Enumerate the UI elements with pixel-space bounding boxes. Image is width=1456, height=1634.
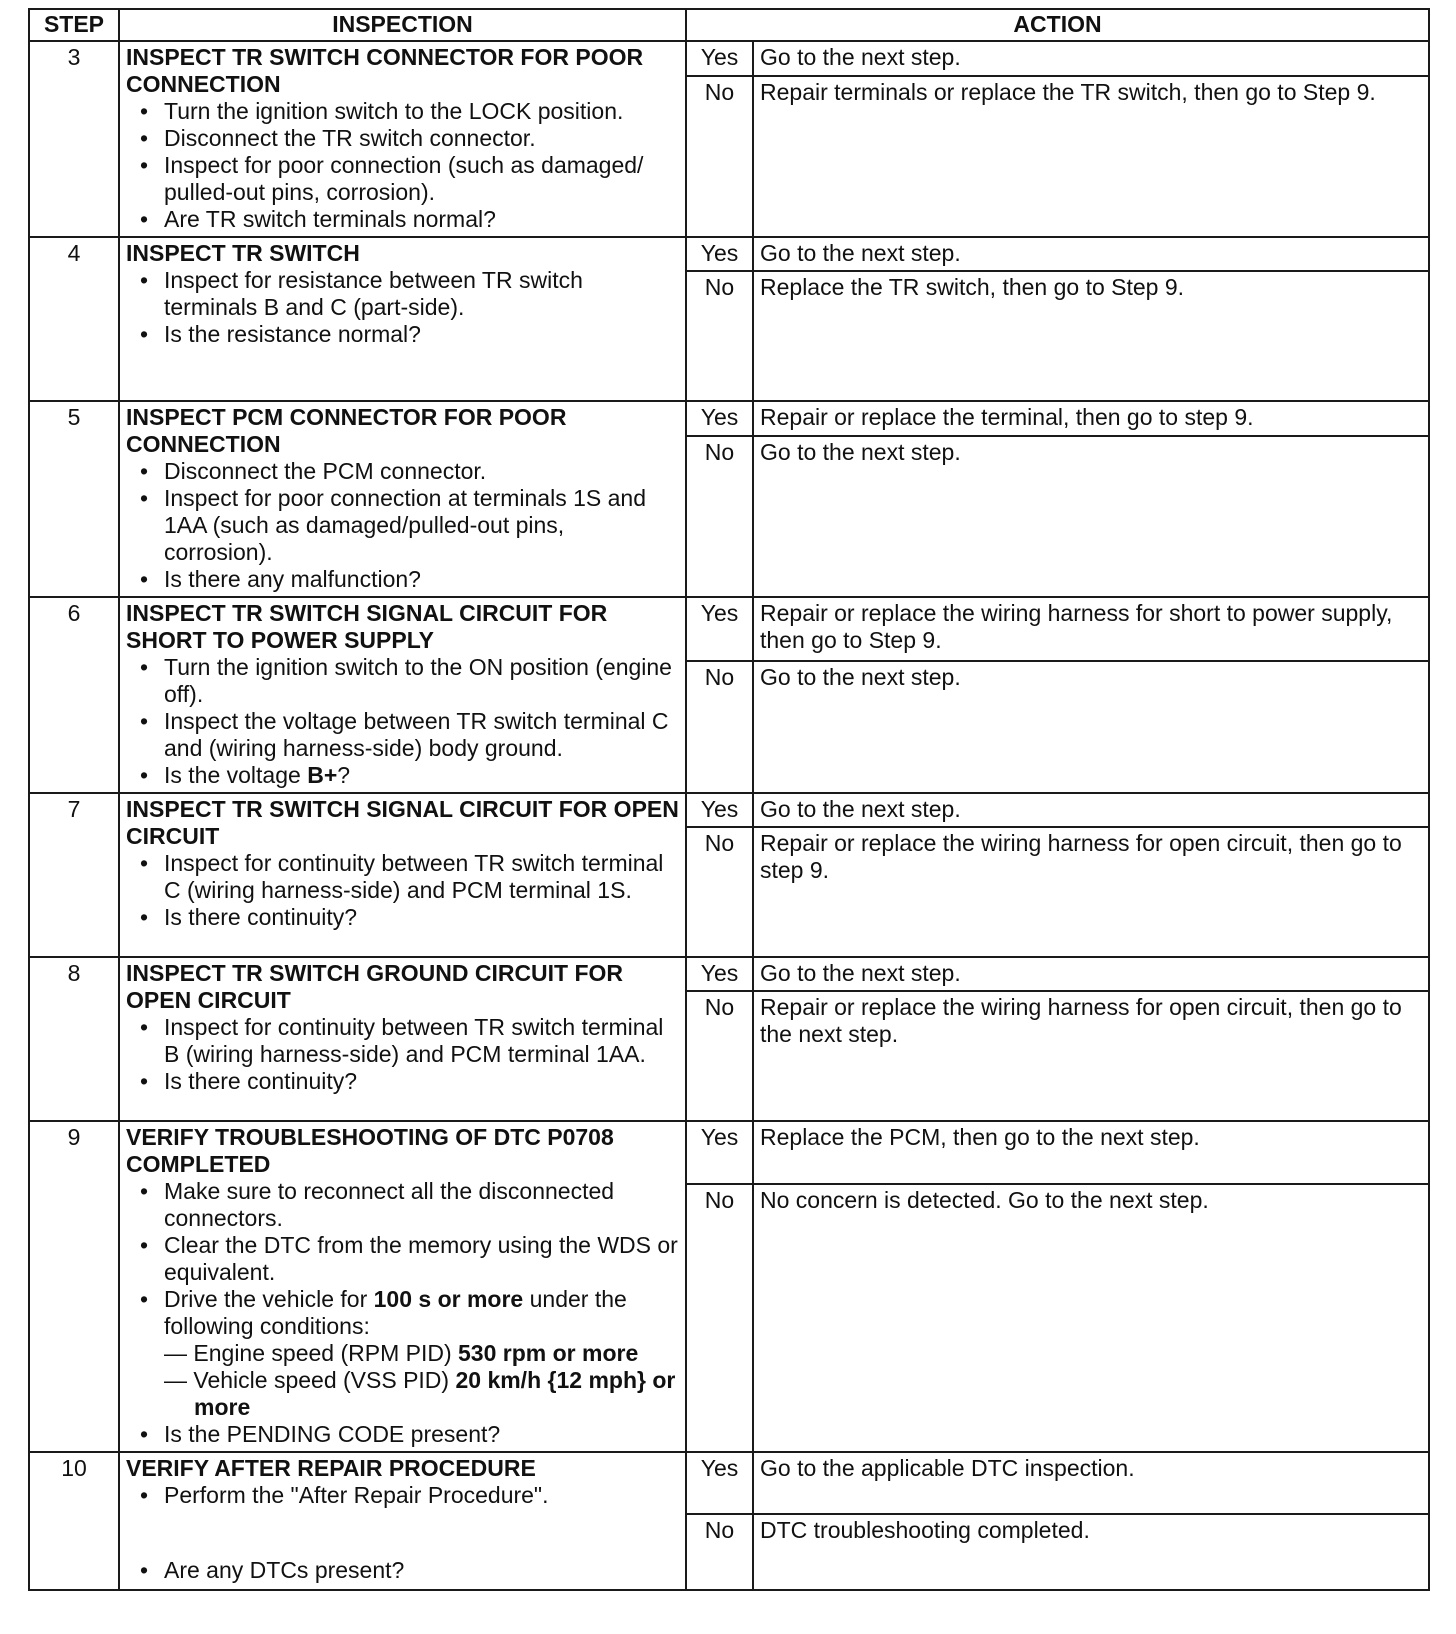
bullet-item: • Is the PENDING CODE present? <box>140 1421 679 1448</box>
inspection-cell <box>119 41 686 237</box>
inspection-cell <box>119 401 686 597</box>
table-row-step-8 <box>29 957 1429 991</box>
inspection-title: VERIFY TROUBLESHOOTING OF DTC P0708 COMPLETED <box>126 1124 614 1177</box>
table-row-step-3 <box>29 41 1429 76</box>
condition-text: — Engine speed (RPM PID) <box>164 1340 459 1366</box>
no-label: No <box>686 1514 753 1590</box>
bullet-item: • Make sure to reconnect all the disconnected connectors. <box>140 1178 679 1232</box>
step-number: 5 <box>29 401 119 597</box>
table-row-step-10 <box>29 1452 1429 1514</box>
no-action: No concern is detected. Go to the next step. <box>753 1184 1429 1452</box>
yes-action: Go to the next step. <box>753 957 1429 991</box>
inspection-title: INSPECT TR SWITCH CONNECTOR FOR POOR CONNECTION <box>126 44 644 97</box>
condition-item <box>164 1340 679 1367</box>
inspection-title: INSPECT PCM CONNECTOR FOR POOR CONNECTION <box>126 404 567 457</box>
inspection-title: INSPECT TR SWITCH GROUND CIRCUIT FOR OPEN CIRCUIT <box>126 960 624 1013</box>
no-action: Repair or replace the wiring harness for open circuit, then go to step 9. <box>753 827 1429 957</box>
inspection-bullets <box>126 1014 679 1095</box>
step-number: 10 <box>29 1452 119 1590</box>
table-row-step-9 <box>29 1121 1429 1184</box>
table-row-step-6 <box>29 597 1429 661</box>
inspection-cell <box>119 793 686 957</box>
inspection-title: INSPECT TR SWITCH SIGNAL CIRCUIT FOR OPEN CIRCUIT <box>126 796 679 849</box>
table-row-step-5 <box>29 401 1429 436</box>
bullet-item: • Are TR switch terminals normal? <box>140 206 679 233</box>
bullet-item: • Inspect the voltage between TR switch terminal C and (wiring harness-side) body ground. <box>140 708 679 762</box>
no-label: No <box>686 827 753 957</box>
yes-label: Yes <box>686 793 753 827</box>
yes-label: Yes <box>686 41 753 76</box>
no-label: No <box>686 271 753 401</box>
bullet-item: • Inspect for poor connection (such as damaged/ pulled-out pins, corrosion). <box>140 152 679 206</box>
condition-item <box>164 1367 679 1421</box>
yes-label: Yes <box>686 1121 753 1184</box>
yes-action: Repair or replace the terminal, then go to step 9. <box>753 401 1429 436</box>
yes-label: Yes <box>686 597 753 661</box>
header-action: ACTION <box>686 9 1429 41</box>
table-row-step-7 <box>29 793 1429 827</box>
condition-text: — Vehicle speed (VSS PID) <box>164 1367 456 1393</box>
table-header-row <box>29 9 1429 41</box>
bullet-text: ? <box>337 762 351 788</box>
inspection-title: INSPECT TR SWITCH SIGNAL CIRCUIT FOR SHORT TO POWER SUPPLY <box>126 600 608 653</box>
bullet-item: • Turn the ignition switch to the LOCK position. <box>140 98 679 125</box>
bullet-text: Is the voltage <box>164 762 308 788</box>
yes-label: Yes <box>686 237 753 271</box>
no-action: DTC troubleshooting completed. <box>753 1514 1429 1590</box>
inspection-title: VERIFY AFTER REPAIR PROCEDURE <box>126 1455 536 1481</box>
step-number: 6 <box>29 597 119 793</box>
step-number: 7 <box>29 793 119 957</box>
yes-action: Repair or replace the wiring harness for short to power supply, then go to Step 9. <box>753 597 1429 661</box>
inspection-cell <box>119 237 686 401</box>
bullet-item: • Disconnect the PCM connector. <box>140 458 679 485</box>
step-number: 8 <box>29 957 119 1121</box>
bullet-text: Drive the vehicle for <box>164 1286 374 1312</box>
yes-action: Go to the next step. <box>753 237 1429 271</box>
bullet-item: • Is the resistance normal? <box>140 321 679 348</box>
yes-label: Yes <box>686 401 753 436</box>
no-action: Replace the TR switch, then go to Step 9. <box>753 271 1429 401</box>
bullet-item <box>140 762 679 789</box>
yes-action: Go to the next step. <box>753 41 1429 76</box>
bullet-item: • Is there any malfunction? <box>140 566 679 593</box>
step-number: 4 <box>29 237 119 401</box>
dtc-troubleshooting-sheet <box>28 8 1428 1591</box>
inspection-cell <box>119 1121 686 1452</box>
step-number: 9 <box>29 1121 119 1452</box>
no-label: No <box>686 76 753 237</box>
inspection-cell <box>119 957 686 1121</box>
no-action: Go to the next step. <box>753 661 1429 793</box>
bullet-item: • Clear the DTC from the memory using the WDS or equivalent. <box>140 1232 679 1286</box>
yes-action: Go to the applicable DTC inspection. <box>753 1452 1429 1514</box>
bullet-item: • Inspect for continuity between TR switch terminal C (wiring harness-side) and PCM terminal 1S. <box>140 850 679 904</box>
no-label: No <box>686 1184 753 1452</box>
inspection-bullets <box>126 1557 679 1584</box>
yes-action: Replace the PCM, then go to the next step. <box>753 1121 1429 1184</box>
inspection-cell <box>119 1452 686 1590</box>
no-label: No <box>686 991 753 1121</box>
troubleshooting-table <box>28 8 1430 1591</box>
condition-list <box>164 1340 679 1421</box>
bullet-item: • Inspect for poor connection at terminals 1S and 1AA (such as damaged/pulled-out pins, corrosion). <box>140 485 679 566</box>
bullet-text: under the following conditions: <box>164 1286 627 1339</box>
step-number: 3 <box>29 41 119 237</box>
condition-value: 20 km/h {12 mph} or more <box>194 1367 676 1420</box>
table-row-step-4 <box>29 237 1429 271</box>
bullet-item <box>140 1286 679 1421</box>
inspection-bullets <box>126 654 679 789</box>
spacer <box>126 1509 679 1557</box>
no-action: Repair terminals or replace the TR switch, then go to Step 9. <box>753 76 1429 237</box>
yes-label: Yes <box>686 1452 753 1514</box>
bullet-item: • Perform the "After Repair Procedure". <box>140 1482 679 1509</box>
inspection-bullets <box>126 458 679 593</box>
bullet-item: • Inspect for resistance between TR switch terminals B and C (part-side). <box>140 267 679 321</box>
inspection-bullets <box>126 1178 679 1448</box>
inspection-cell <box>119 597 686 793</box>
drive-duration: 100 s or more <box>373 1286 524 1312</box>
inspection-bullets <box>126 850 679 931</box>
bullet-item: • Is there continuity? <box>140 904 679 931</box>
inspection-bullets <box>126 98 679 233</box>
bullet-item: • Disconnect the TR switch connector. <box>140 125 679 152</box>
bullet-item: • Inspect for continuity between TR switch terminal B (wiring harness-side) and PCM terminal 1AA. <box>140 1014 679 1068</box>
inspection-bullets <box>126 267 679 348</box>
voltage-value: B+ <box>307 762 338 788</box>
no-label: No <box>686 661 753 793</box>
no-label: No <box>686 436 753 597</box>
yes-label: Yes <box>686 957 753 991</box>
header-step: STEP <box>29 9 119 41</box>
header-inspection: INSPECTION <box>119 9 686 41</box>
bullet-item: • Are any DTCs present? <box>140 1557 679 1584</box>
no-action: Repair or replace the wiring harness for open circuit, then go to the next step. <box>753 991 1429 1121</box>
inspection-bullets <box>126 1482 679 1509</box>
no-action: Go to the next step. <box>753 436 1429 597</box>
inspection-title: INSPECT TR SWITCH <box>126 240 360 266</box>
condition-value: 530 rpm or more <box>458 1340 639 1366</box>
bullet-item: • Turn the ignition switch to the ON position (engine off). <box>140 654 679 708</box>
yes-action: Go to the next step. <box>753 793 1429 827</box>
bullet-item: • Is there continuity? <box>140 1068 679 1095</box>
